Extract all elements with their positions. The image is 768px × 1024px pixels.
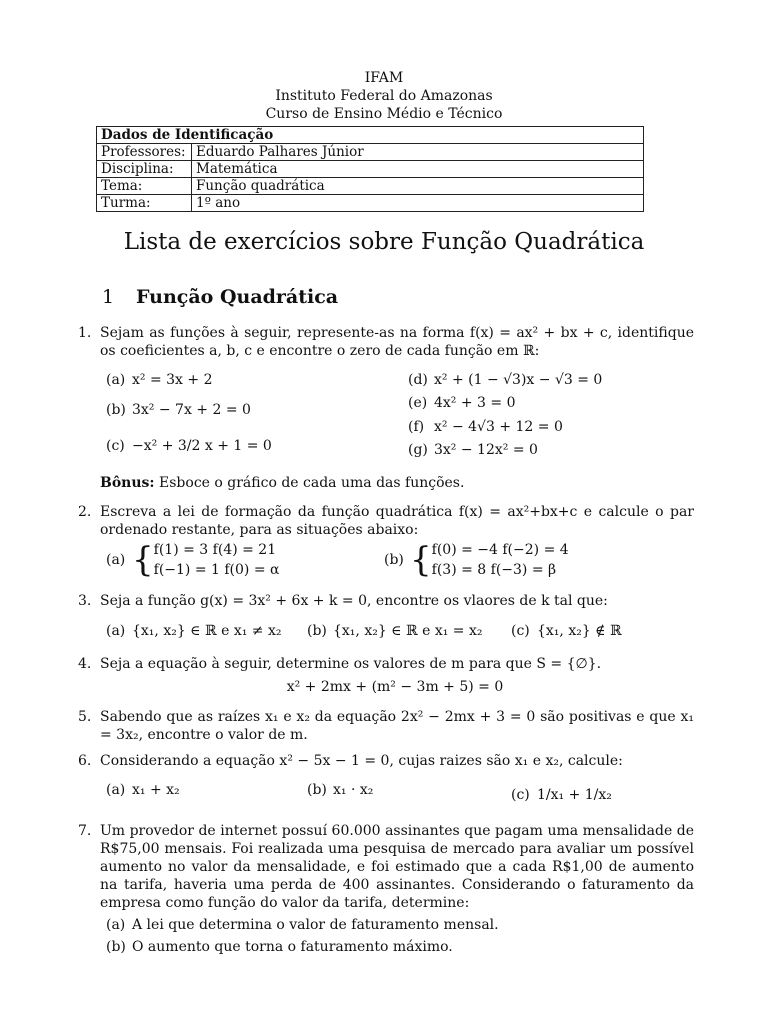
question-7-text: Um provedor de internet possuí 60.000 assinantes que pagam uma mensalidade de R$75,00 mensais. Foi realizada uma pesquisa de mercado para avaliar um possível aumento no valor da mensalidade, e foi estimado que a cada R$1,00 de aumento na tarifa, haveria uma perda de 400 assinantes. Considerando o faturamento da empresa como função do valor da tarifa, determine:	[100, 823, 694, 911]
item-label: (g)	[408, 442, 428, 458]
system-line: f(1) = 3 f(4) = 21	[153, 542, 277, 558]
table-row	[97, 161, 644, 178]
question-number: 5.	[78, 709, 92, 725]
question-number: 2.	[78, 504, 92, 520]
identification-table	[96, 126, 644, 212]
item-label: (c)	[511, 787, 530, 803]
item-expr: −x² + 3/2 x + 1 = 0	[132, 438, 272, 454]
item-label: (f)	[408, 419, 425, 435]
list-item	[511, 786, 612, 804]
item-label: (a)	[106, 623, 126, 639]
item-label: (c)	[511, 623, 530, 639]
question-number: 6.	[78, 753, 92, 769]
item-label: (b)	[307, 623, 327, 639]
question-number: 7.	[78, 823, 92, 839]
display-equation: x² + 2mx + (m² − 3m + 5) = 0	[286, 679, 504, 695]
item-label: (b)	[384, 552, 404, 568]
bonus-label: Bônus:	[100, 475, 155, 491]
item-expr: 1/x₁ + 1/x₂	[537, 787, 612, 803]
question-4-text: Seja a equação à seguir, determine os valores de m para que S = {∅}.	[100, 656, 602, 672]
system-a	[106, 540, 279, 580]
list-item	[408, 371, 602, 389]
item-label: (a)	[106, 372, 126, 388]
system-b	[384, 540, 569, 580]
list-item	[106, 781, 180, 799]
institution-name: Instituto Federal do Amazonas	[275, 88, 493, 104]
system-line: f(0) = −4 f(−2) = 4	[431, 542, 569, 558]
question-2-text: Escreva a lei de formação da função quadrática f(x) = ax²+bx+c e calcule o par ordenado restante, para as situações abaixo:	[100, 504, 694, 538]
question-number: 3.	[78, 593, 92, 609]
question-5-text: Sabendo que as raízes x₁ e x₂ da equação 2x² − 2mx + 3 = 0 são positivas e que x₁ = 3x₂, encontre o valor de m.	[100, 709, 694, 743]
list-item	[307, 781, 373, 799]
item-label: (a)	[106, 782, 126, 798]
item-label: (b)	[106, 402, 126, 418]
item-label: (d)	[408, 372, 428, 388]
id-label: Tema:	[97, 178, 192, 195]
brace-icon: {	[410, 540, 432, 580]
item-expr: x² − 4√3 + 12 = 0	[434, 419, 563, 435]
table-row	[97, 144, 644, 161]
list-item	[106, 622, 281, 640]
item-expr: x₁ + x₂	[132, 782, 180, 798]
item-label: (a)	[106, 917, 126, 933]
table-row	[97, 195, 644, 212]
list-item	[408, 441, 538, 459]
section-heading	[102, 286, 338, 308]
id-value: Função quadrática	[192, 178, 644, 195]
bonus-note	[100, 474, 464, 492]
question-number: 4.	[78, 656, 92, 672]
item-label: (a)	[106, 552, 126, 568]
page-title: Lista de exercícios sobre Função Quadrática	[123, 229, 645, 255]
section-title: Função Quadrática	[136, 286, 339, 308]
item-expr: x² + (1 − √3)x − √3 = 0	[434, 372, 603, 388]
bonus-text: Esboce o gráfico de cada uma das funções.	[159, 475, 465, 491]
list-item	[511, 622, 622, 640]
item-expr: x₁ · x₂	[333, 782, 374, 798]
id-label: Professores:	[97, 144, 192, 161]
list-item	[106, 916, 499, 934]
question-6-text: Considerando a equação x² − 5x − 1 = 0, cujas raizes são x₁ e x₂, calcule:	[100, 753, 623, 769]
question-number: 1.	[78, 325, 92, 341]
list-item	[307, 622, 482, 640]
item-label: (c)	[106, 438, 125, 454]
question-3-text: Seja a função g(x) = 3x² + 6x + k = 0, encontre os vlaores de k tal que:	[100, 593, 608, 609]
item-text: O aumento que torna o faturamento máximo.	[132, 939, 453, 955]
item-expr: {x₁, x₂} ∈ ℝ e x₁ ≠ x₂	[132, 623, 282, 639]
list-item	[408, 418, 563, 436]
id-value: 1º ano	[192, 195, 644, 212]
id-value: Matemática	[192, 161, 644, 178]
item-expr: 3x² − 7x + 2 = 0	[132, 402, 251, 418]
list-item	[106, 371, 212, 389]
item-label: (b)	[106, 939, 126, 955]
list-item	[106, 437, 272, 455]
system-line: f(3) = 8 f(−3) = β	[431, 562, 557, 578]
item-expr: 3x² − 12x² = 0	[434, 442, 538, 458]
item-expr: 4x² + 3 = 0	[434, 395, 516, 411]
id-label: Turma:	[97, 195, 192, 212]
id-label: Disciplina:	[97, 161, 192, 178]
item-text: A lei que determina o valor de faturamento mensal.	[132, 917, 499, 933]
course-name: Curso de Ensino Médio e Técnico	[265, 106, 503, 122]
item-label: (e)	[408, 395, 428, 411]
table-row	[97, 178, 644, 195]
list-item	[408, 394, 516, 412]
list-item	[106, 401, 251, 419]
item-label: (b)	[307, 782, 327, 798]
brace-icon: {	[132, 540, 154, 580]
id-value: Eduardo Palhares Júnior	[192, 144, 644, 161]
item-expr: {x₁, x₂} ∈ ℝ e x₁ = x₂	[333, 623, 483, 639]
institution-acronym: IFAM	[364, 70, 404, 86]
item-expr: x² = 3x + 2	[132, 372, 213, 388]
item-expr: {x₁, x₂} ∉ ℝ	[537, 623, 622, 639]
list-item	[106, 938, 453, 956]
id-table-heading: Dados de Identificação	[97, 127, 644, 144]
section-number: 1	[102, 286, 115, 308]
question-1-text: Sejam as funções à seguir, represente-as na forma f(x) = ax² + bx + c, identifique os coeficientes a, b, c e encontre o zero de cada função em ℝ:	[100, 325, 694, 359]
system-line: f(−1) = 1 f(0) = α	[153, 562, 280, 578]
